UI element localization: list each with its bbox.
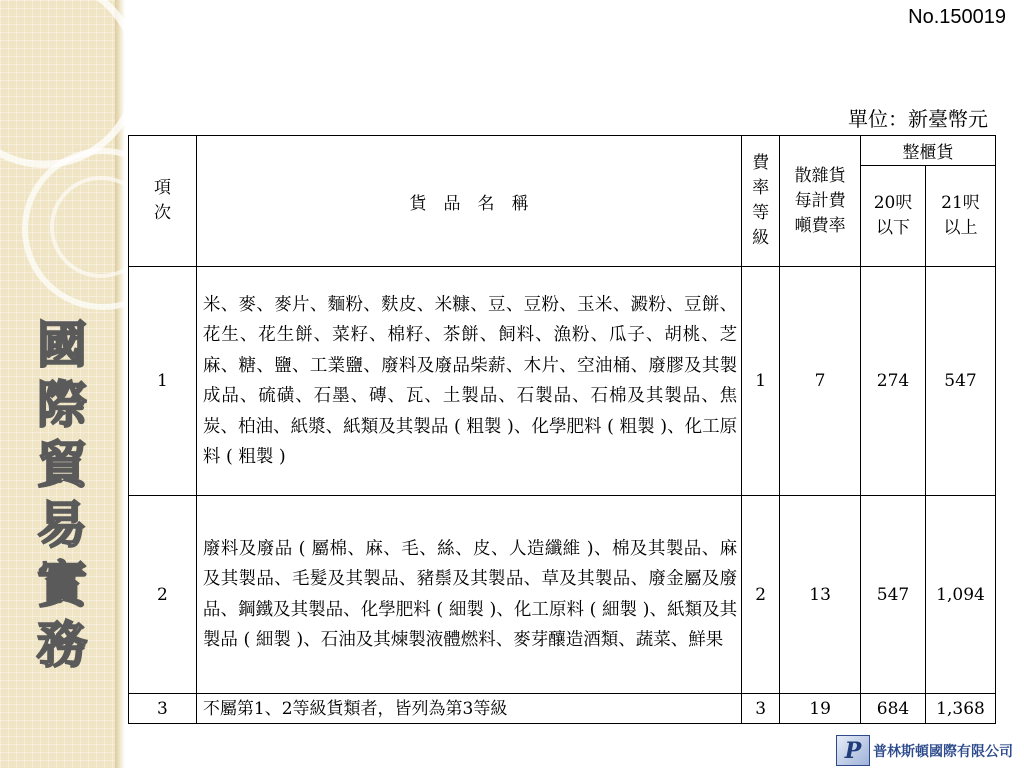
cell-item: 3 — [129, 694, 197, 724]
freight-rate-table — [128, 135, 996, 724]
header-grade-char: 級 — [752, 228, 770, 248]
header-21ft: 21呎 以上 — [926, 166, 996, 267]
table-row — [129, 496, 996, 694]
header-bulk-rate: 散雜貨 每計費 噸費率 — [780, 136, 861, 267]
header-rate-grade — [742, 136, 780, 267]
table-row — [129, 694, 996, 724]
company-name: 普林斯頓國際有限公司 — [873, 744, 1013, 760]
header-cargo-name: 貨 品 名 稱 — [196, 136, 741, 267]
cell-cargo-name: 廢料及廢品 ( 屬棉、麻、毛、絲、皮、人造纖維 )、棉及其製品、麻及其製品、毛髮及其製品、豬鬃及其製品、草及其製品、廢金屬及廢品、鋼鐵及其製品、化學肥料 ( 細製 )、化工原料 ( 細製 )、紙類及其製品 ( 細製 )、石油及其煉製液體燃料、麥芽釀造酒類、蔬菜、鮮果 — [196, 496, 741, 694]
table-row — [129, 267, 996, 496]
cell-bulk-rate: 19 — [780, 694, 861, 724]
cell-bulk-rate: 7 — [780, 267, 861, 496]
cell-item: 1 — [129, 267, 197, 496]
header-grade-char: 等 — [752, 203, 770, 223]
cell-21ft-rate: 547 — [926, 267, 996, 496]
cell-bulk-rate: 13 — [780, 496, 861, 694]
header-row — [129, 136, 996, 166]
cell-cargo-name: 米、麥、麥片、麵粉、麩皮、米糠、豆、豆粉、玉米、澱粉、豆餅、花生、花生餅、菜籽、棉籽、茶餅、飼料、漁粉、瓜子、胡桃、芝麻、糖、鹽、工業鹽、廢料及廢品柴薪、木片、空油桶、廢膠及其製成品、硫磺、石墨、磚、瓦、土製品、石製品、石棉及其製品、焦炭、柏油、紙漿、紙類及其製品 ( 粗製 )、化學肥料 ( 粗製 )、化工原料 ( 粗製 ) — [196, 267, 741, 496]
company-logo-icon: P — [836, 735, 870, 766]
header-20ft: 20呎 以下 — [861, 166, 926, 267]
header-item: 項次 — [129, 136, 197, 267]
header-grade-char: 率 — [752, 178, 770, 198]
cell-grade: 3 — [742, 694, 780, 724]
cell-grade: 2 — [742, 496, 780, 694]
cell-20ft-rate: 547 — [861, 496, 926, 694]
document-number: No.150019 — [908, 6, 1006, 28]
header-grade-char: 費 — [752, 153, 770, 173]
cell-20ft-rate: 684 — [861, 694, 926, 724]
header-container: 整櫃貨 — [861, 136, 996, 166]
cell-grade: 1 — [742, 267, 780, 496]
currency-unit: 單位：新臺幣元 — [848, 107, 988, 131]
cell-item: 2 — [129, 496, 197, 694]
cell-20ft-rate: 274 — [861, 267, 926, 496]
cell-21ft-rate: 1,368 — [926, 694, 996, 724]
side-title: 國際貿易實務 — [29, 318, 88, 678]
cell-cargo-name: 不屬第1、2等級貨類者，皆列為第3等級 — [196, 694, 741, 724]
cell-21ft-rate: 1,094 — [926, 496, 996, 694]
